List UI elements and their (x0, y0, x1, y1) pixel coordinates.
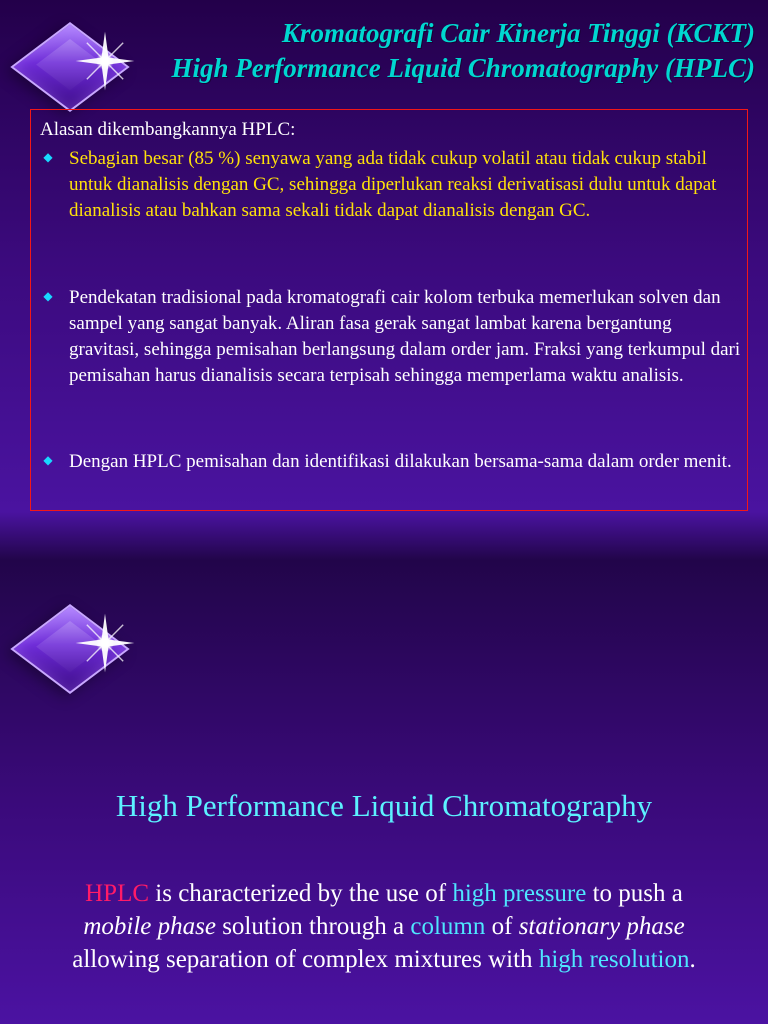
intro-text: Alasan dikembangkannya HPLC: (40, 119, 296, 140)
definition-line-1 (0, 877, 768, 910)
line-2-part-2: solution through a (215, 913, 411, 940)
column-term: column (410, 913, 486, 940)
bullet-text-1: Sebagian besar (85 %) senyawa yang ada tidak cukup volatil atau tidak cukup stabil untuk dianalisis dengan GC, sehingga diperlukan reaksi derivatisasi dulu untuk dapat dianalisis atau bahkan sama sekali tidak dapat dianalisis dengan GC. (69, 148, 717, 221)
bullet-text-3: Dengan HPLC pemisahan dan identifikasi dilakukan bersama-sama dalam order menit. (69, 451, 732, 472)
diamond-ornament-bottom (18, 600, 128, 720)
hplc-term: HPLC (85, 880, 150, 907)
bullet-text-2: Pendekatan tradisional pada kromatografi cair kolom terbuka memerlukan solven dan sampel yang sangat banyak. Aliran fasa gerak sangat lambat karena bergantung gravitasi, sehingga pemisahan berlangsung dalam order jam. Fraksi yang terkumpul dari pemisahan harus dianalisis secara terpisah sehingga memperlama waktu analisis. (69, 287, 741, 386)
slide-title (95, 16, 755, 86)
bullet-item-1 (39, 146, 744, 224)
definition-paragraph (0, 877, 768, 976)
definition-title: High Performance Liquid Chromatography (115, 788, 653, 823)
bullet-item-3 (39, 449, 744, 475)
definition-line-2 (0, 910, 768, 943)
diamond-bullet-icon: ◆ (43, 453, 53, 467)
sparkle-icon (70, 608, 140, 678)
definition-line-3 (0, 943, 768, 976)
high-pressure-term: high pressure (452, 880, 587, 907)
line-1-part-4: to push a (586, 880, 683, 907)
mobile-phase-term: mobile phase (83, 913, 216, 940)
line-2-part-4: of (485, 913, 519, 940)
slide-title-line-1: Kromatografi Cair Kinerja Tinggi (KCKT) (281, 18, 755, 48)
high-resolution-term: high resolution (538, 946, 690, 973)
line-3-part-1: allowing separation of complex mixtures with (72, 946, 539, 973)
bullet-item-2 (39, 285, 744, 389)
diamond-bullet-icon: ◆ (43, 289, 53, 303)
stationary-phase-term: stationary phase (518, 913, 685, 940)
reason-content-box (30, 109, 748, 511)
line-3-part-3: . (689, 946, 696, 973)
diamond-bullet-icon: ◆ (43, 150, 53, 164)
slide-hplc-definition (0, 512, 768, 1024)
line-1-part-2: is characterized by the use of (149, 880, 453, 907)
slide-title-line-2: High Performance Liquid Chromatography (HPLC) (171, 53, 755, 83)
